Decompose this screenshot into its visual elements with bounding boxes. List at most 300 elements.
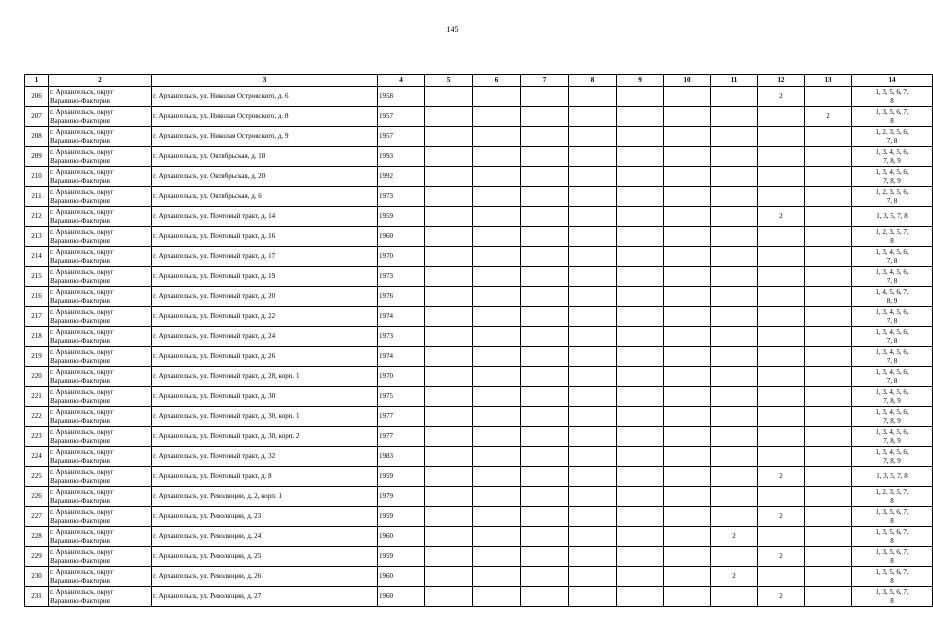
address-cell: г. Архангельск, ул. Почтовый тракт, д. 32: [152, 447, 378, 467]
year-cell: 1970: [378, 247, 425, 267]
column-5-cell: [425, 227, 473, 247]
address-cell: г. Архангельск, ул. Почтовый тракт, д. 17: [152, 247, 378, 267]
column-8-cell: [569, 227, 617, 247]
column-9-cell: [617, 347, 664, 367]
address-cell: г. Архангельск, ул. Революции, д. 26: [152, 567, 378, 587]
column-6-cell: [473, 487, 521, 507]
column-11-cell: [711, 387, 758, 407]
column-10-cell: [664, 367, 711, 387]
address-cell: г. Архангельск, ул. Николая Островского, д. 6: [152, 87, 378, 107]
column-5-cell: [425, 567, 473, 587]
column-9-cell: [617, 227, 664, 247]
column-8-cell: [569, 207, 617, 227]
column-11-cell: [711, 107, 758, 127]
table-body: [25, 87, 933, 607]
year-cell: 1977: [378, 407, 425, 427]
column-12-cell: [758, 147, 805, 167]
column-7-cell: [521, 427, 569, 447]
column-14-cell: 1, 3, 5, 6, 7, 8: [852, 547, 933, 567]
column-12-cell: 2: [758, 587, 805, 607]
column-13-cell: [805, 147, 852, 167]
column-11-cell: [711, 267, 758, 287]
row-number-cell: 223: [25, 427, 49, 447]
column-6-cell: [473, 327, 521, 347]
column-12-cell: [758, 327, 805, 347]
column-11-cell: 2: [711, 567, 758, 587]
column-7-cell: [521, 447, 569, 467]
district-cell: г. Архангельск, округ Варавино-Фактория: [49, 247, 152, 267]
column-6-cell: [473, 507, 521, 527]
column-10-cell: [664, 467, 711, 487]
column-6-cell: [473, 547, 521, 567]
column-12-cell: 2: [758, 87, 805, 107]
column-10-cell: [664, 407, 711, 427]
column-9-cell: [617, 127, 664, 147]
table-row: [25, 447, 933, 467]
column-13-cell: [805, 547, 852, 567]
column-11-cell: [711, 167, 758, 187]
year-cell: 1973: [378, 327, 425, 347]
column-9-cell: [617, 467, 664, 487]
column-6-cell: [473, 267, 521, 287]
column-9-cell: [617, 147, 664, 167]
row-number-cell: 208: [25, 127, 49, 147]
column-10-cell: [664, 187, 711, 207]
column-9-cell: [617, 487, 664, 507]
district-cell: г. Архангельск, округ Варавино-Фактория: [49, 267, 152, 287]
address-cell: г. Архангельск, ул. Октябрьская, д. 6: [152, 187, 378, 207]
column-10-cell: [664, 127, 711, 147]
district-cell: г. Архангельск, округ Варавино-Фактория: [49, 387, 152, 407]
year-cell: 1957: [378, 107, 425, 127]
column-11-cell: [711, 87, 758, 107]
column-5-cell: [425, 527, 473, 547]
district-cell: г. Архангельск, округ Варавино-Фактория: [49, 207, 152, 227]
address-cell: г. Архангельск, ул. Почтовый тракт, д. 24: [152, 327, 378, 347]
column-5-cell: [425, 387, 473, 407]
table-row: [25, 307, 933, 327]
column-7-cell: [521, 507, 569, 527]
column-10-cell: [664, 587, 711, 607]
year-cell: 1959: [378, 547, 425, 567]
column-11-cell: [711, 207, 758, 227]
column-7-cell: [521, 107, 569, 127]
column-8-cell: [569, 167, 617, 187]
column-9-cell: [617, 527, 664, 547]
column-7-cell: [521, 307, 569, 327]
column-5-cell: [425, 107, 473, 127]
column-12-cell: [758, 567, 805, 587]
district-cell: г. Архангельск, округ Варавино-Фактория: [49, 587, 152, 607]
district-cell: г. Архангельск, округ Варавино-Фактория: [49, 367, 152, 387]
column-9-cell: [617, 567, 664, 587]
column-7-cell: [521, 387, 569, 407]
row-number-cell: 225: [25, 467, 49, 487]
column-11-cell: [711, 307, 758, 327]
district-cell: г. Архангельск, округ Варавино-Фактория: [49, 227, 152, 247]
column-13-cell: [805, 287, 852, 307]
year-cell: 1974: [378, 307, 425, 327]
address-cell: г. Архангельск, ул. Николая Островского, д. 8: [152, 107, 378, 127]
column-6-cell: [473, 227, 521, 247]
address-cell: г. Архангельск, ул. Почтовый тракт, д. 30, корп. 2: [152, 427, 378, 447]
column-11-cell: [711, 187, 758, 207]
column-10-cell: [664, 267, 711, 287]
column-14-cell: 1, 2, 3, 5, 7, 8: [852, 487, 933, 507]
column-6-cell: [473, 467, 521, 487]
column-7-cell: [521, 367, 569, 387]
table-row: [25, 387, 933, 407]
table-row: [25, 247, 933, 267]
column-5-cell: [425, 267, 473, 287]
column-9-cell: [617, 507, 664, 527]
column-12-cell: [758, 347, 805, 367]
column-11-cell: [711, 247, 758, 267]
column-12-cell: 2: [758, 507, 805, 527]
district-cell: г. Архангельск, округ Варавино-Фактория: [49, 127, 152, 147]
column-6-cell: [473, 247, 521, 267]
address-cell: г. Архангельск, ул. Почтовый тракт, д. 16: [152, 227, 378, 247]
column-13-cell: [805, 407, 852, 427]
address-cell: г. Архангельск, ул. Почтовый тракт, д. 30, корп. 1: [152, 407, 378, 427]
column-7-cell: [521, 407, 569, 427]
table-row: [25, 487, 933, 507]
column-6-cell: [473, 567, 521, 587]
column-11-cell: [711, 407, 758, 427]
address-cell: г. Архангельск, ул. Почтовый тракт, д. 30: [152, 387, 378, 407]
column-14-cell: 1, 3, 4, 5, 6, 7, 8, 9: [852, 407, 933, 427]
column-11-cell: [711, 327, 758, 347]
district-cell: г. Архангельск, округ Варавино-Фактория: [49, 507, 152, 527]
column-10-cell: [664, 307, 711, 327]
column-5-cell: [425, 367, 473, 387]
column-8-cell: [569, 107, 617, 127]
column-13-cell: [805, 87, 852, 107]
column-11-cell: [711, 127, 758, 147]
column-7-cell: [521, 527, 569, 547]
row-number-cell: 206: [25, 87, 49, 107]
column-9-cell: [617, 267, 664, 287]
column-header: 13: [805, 75, 852, 87]
column-5-cell: [425, 447, 473, 467]
column-6-cell: [473, 447, 521, 467]
column-9-cell: [617, 407, 664, 427]
row-number-cell: 229: [25, 547, 49, 567]
district-cell: г. Архангельск, округ Варавино-Фактория: [49, 147, 152, 167]
year-cell: 1977: [378, 427, 425, 447]
register-table: [24, 74, 933, 607]
column-13-cell: [805, 367, 852, 387]
column-14-cell: 1, 3, 5, 7, 8: [852, 207, 933, 227]
year-cell: 1960: [378, 567, 425, 587]
district-cell: г. Архангельск, округ Варавино-Фактория: [49, 307, 152, 327]
column-6-cell: [473, 287, 521, 307]
column-11-cell: [711, 227, 758, 247]
column-8-cell: [569, 87, 617, 107]
column-10-cell: [664, 247, 711, 267]
column-6-cell: [473, 347, 521, 367]
column-header: 4: [378, 75, 425, 87]
table-row: [25, 367, 933, 387]
column-7-cell: [521, 547, 569, 567]
column-9-cell: [617, 307, 664, 327]
row-number-cell: 209: [25, 147, 49, 167]
column-11-cell: [711, 287, 758, 307]
column-10-cell: [664, 327, 711, 347]
column-5-cell: [425, 187, 473, 207]
row-number-cell: 210: [25, 167, 49, 187]
column-8-cell: [569, 487, 617, 507]
year-cell: 1959: [378, 507, 425, 527]
column-12-cell: [758, 107, 805, 127]
column-8-cell: [569, 527, 617, 547]
address-cell: г. Архангельск, ул. Октябрьская, д. 18: [152, 147, 378, 167]
column-5-cell: [425, 247, 473, 267]
column-13-cell: [805, 327, 852, 347]
column-header: 5: [425, 75, 473, 87]
column-14-cell: 1, 3, 5, 6, 7, 8: [852, 507, 933, 527]
column-11-cell: [711, 467, 758, 487]
column-5-cell: [425, 427, 473, 447]
column-13-cell: [805, 487, 852, 507]
column-11-cell: [711, 447, 758, 467]
column-13-cell: [805, 587, 852, 607]
column-14-cell: 1, 3, 5, 7, 8: [852, 467, 933, 487]
column-5-cell: [425, 587, 473, 607]
column-header: 3: [152, 75, 378, 87]
column-13-cell: [805, 387, 852, 407]
year-cell: 1975: [378, 387, 425, 407]
column-12-cell: [758, 267, 805, 287]
column-13-cell: [805, 127, 852, 147]
column-13-cell: [805, 307, 852, 327]
district-cell: г. Архангельск, округ Варавино-Фактория: [49, 287, 152, 307]
column-9-cell: [617, 207, 664, 227]
column-13-cell: [805, 247, 852, 267]
column-8-cell: [569, 387, 617, 407]
column-9-cell: [617, 547, 664, 567]
column-14-cell: 1, 2, 3, 5, 6, 7, 8: [852, 187, 933, 207]
column-10-cell: [664, 147, 711, 167]
column-9-cell: [617, 427, 664, 447]
column-12-cell: [758, 247, 805, 267]
row-number-cell: 226: [25, 487, 49, 507]
column-9-cell: [617, 187, 664, 207]
address-cell: г. Архангельск, ул. Почтовый тракт, д. 19: [152, 267, 378, 287]
table-row: [25, 107, 933, 127]
year-cell: 1960: [378, 227, 425, 247]
year-cell: 1973: [378, 187, 425, 207]
column-8-cell: [569, 147, 617, 167]
column-header: 1: [25, 75, 49, 87]
column-12-cell: [758, 307, 805, 327]
column-6-cell: [473, 147, 521, 167]
column-8-cell: [569, 507, 617, 527]
column-8-cell: [569, 287, 617, 307]
column-header: 9: [617, 75, 664, 87]
year-cell: 1979: [378, 487, 425, 507]
column-9-cell: [617, 167, 664, 187]
row-number-cell: 207: [25, 107, 49, 127]
column-8-cell: [569, 427, 617, 447]
column-12-cell: [758, 287, 805, 307]
table-row: [25, 147, 933, 167]
column-10-cell: [664, 447, 711, 467]
column-14-cell: 1, 3, 5, 6, 7, 8: [852, 107, 933, 127]
row-number-cell: 214: [25, 247, 49, 267]
address-cell: г. Архангельск, ул. Почтовый тракт, д. 26: [152, 347, 378, 367]
header-row: [25, 75, 933, 87]
column-5-cell: [425, 547, 473, 567]
column-12-cell: [758, 487, 805, 507]
column-14-cell: 1, 3, 4, 5, 6, 7, 8, 9: [852, 387, 933, 407]
column-14-cell: 1, 3, 4, 5, 6, 7, 8, 9: [852, 427, 933, 447]
year-cell: 1959: [378, 207, 425, 227]
column-6-cell: [473, 587, 521, 607]
column-6-cell: [473, 407, 521, 427]
year-cell: 1976: [378, 287, 425, 307]
column-13-cell: [805, 507, 852, 527]
column-13-cell: [805, 347, 852, 367]
table-row: [25, 327, 933, 347]
column-5-cell: [425, 307, 473, 327]
row-number-cell: 220: [25, 367, 49, 387]
column-7-cell: [521, 327, 569, 347]
column-5-cell: [425, 507, 473, 527]
address-cell: г. Архангельск, ул. Почтовый тракт, д. 8: [152, 467, 378, 487]
column-7-cell: [521, 147, 569, 167]
column-14-cell: 1, 2, 3, 5, 7, 8: [852, 227, 933, 247]
column-14-cell: 1, 3, 4, 5, 6, 7, 8: [852, 247, 933, 267]
column-13-cell: [805, 427, 852, 447]
column-13-cell: [805, 207, 852, 227]
address-cell: г. Архангельск, ул. Почтовый тракт, д. 22: [152, 307, 378, 327]
column-header: 14: [852, 75, 933, 87]
row-number-cell: 227: [25, 507, 49, 527]
column-7-cell: [521, 167, 569, 187]
column-13-cell: 2: [805, 107, 852, 127]
column-10-cell: [664, 207, 711, 227]
district-cell: г. Архангельск, округ Варавино-Фактория: [49, 407, 152, 427]
column-7-cell: [521, 247, 569, 267]
column-9-cell: [617, 367, 664, 387]
column-8-cell: [569, 267, 617, 287]
table-row: [25, 567, 933, 587]
column-12-cell: [758, 167, 805, 187]
column-7-cell: [521, 467, 569, 487]
column-11-cell: 2: [711, 527, 758, 547]
address-cell: г. Архангельск, ул. Октябрьская, д. 20: [152, 167, 378, 187]
column-14-cell: 1, 2, 3, 5, 6, 7, 8: [852, 127, 933, 147]
column-10-cell: [664, 227, 711, 247]
column-10-cell: [664, 527, 711, 547]
column-5-cell: [425, 87, 473, 107]
column-12-cell: [758, 127, 805, 147]
column-6-cell: [473, 207, 521, 227]
column-12-cell: [758, 367, 805, 387]
district-cell: г. Архангельск, округ Варавино-Фактория: [49, 567, 152, 587]
district-cell: г. Архангельск, округ Варавино-Фактория: [49, 467, 152, 487]
address-cell: г. Архангельск, ул. Революции, д. 27: [152, 587, 378, 607]
column-12-cell: [758, 407, 805, 427]
row-number-cell: 222: [25, 407, 49, 427]
address-cell: г. Архангельск, ул. Почтовый тракт, д. 20: [152, 287, 378, 307]
row-number-cell: 230: [25, 567, 49, 587]
page-number: 145: [446, 25, 459, 34]
column-14-cell: 1, 3, 4, 5, 6, 7, 8, 9: [852, 167, 933, 187]
table-row: [25, 527, 933, 547]
column-5-cell: [425, 407, 473, 427]
column-7-cell: [521, 227, 569, 247]
column-9-cell: [617, 447, 664, 467]
row-number-cell: 221: [25, 387, 49, 407]
column-7-cell: [521, 127, 569, 147]
column-6-cell: [473, 127, 521, 147]
year-cell: 1970: [378, 367, 425, 387]
column-12-cell: [758, 187, 805, 207]
column-13-cell: [805, 187, 852, 207]
column-14-cell: 1, 3, 4, 5, 6, 7, 8: [852, 267, 933, 287]
district-cell: г. Архангельск, округ Варавино-Фактория: [49, 87, 152, 107]
district-cell: г. Архангельск, округ Варавино-Фактория: [49, 447, 152, 467]
table-row: [25, 407, 933, 427]
year-cell: 1974: [378, 347, 425, 367]
address-cell: г. Архангельск, ул. Революции, д. 2, корп. 1: [152, 487, 378, 507]
year-cell: 1957: [378, 127, 425, 147]
column-6-cell: [473, 167, 521, 187]
district-cell: г. Архангельск, округ Варавино-Фактория: [49, 547, 152, 567]
column-9-cell: [617, 387, 664, 407]
column-7-cell: [521, 287, 569, 307]
table-row: [25, 547, 933, 567]
table-row: [25, 167, 933, 187]
column-8-cell: [569, 447, 617, 467]
district-cell: г. Архангельск, округ Варавино-Фактория: [49, 187, 152, 207]
column-6-cell: [473, 107, 521, 127]
table-row: [25, 227, 933, 247]
column-5-cell: [425, 147, 473, 167]
district-cell: г. Архангельск, округ Варавино-Фактория: [49, 167, 152, 187]
column-10-cell: [664, 167, 711, 187]
column-6-cell: [473, 307, 521, 327]
column-8-cell: [569, 327, 617, 347]
table-row: [25, 287, 933, 307]
column-10-cell: [664, 567, 711, 587]
column-8-cell: [569, 467, 617, 487]
row-number-cell: 217: [25, 307, 49, 327]
district-cell: г. Архангельск, округ Варавино-Фактория: [49, 327, 152, 347]
column-14-cell: 1, 4, 5, 6, 7, 8, 9: [852, 287, 933, 307]
column-8-cell: [569, 187, 617, 207]
column-11-cell: [711, 547, 758, 567]
column-10-cell: [664, 347, 711, 367]
column-13-cell: [805, 447, 852, 467]
column-13-cell: [805, 567, 852, 587]
column-13-cell: [805, 267, 852, 287]
row-number-cell: 228: [25, 527, 49, 547]
column-9-cell: [617, 327, 664, 347]
column-12-cell: 2: [758, 207, 805, 227]
column-header: 7: [521, 75, 569, 87]
column-header: 11: [711, 75, 758, 87]
column-10-cell: [664, 487, 711, 507]
row-number-cell: 213: [25, 227, 49, 247]
district-cell: г. Архангельск, округ Варавино-Фактория: [49, 487, 152, 507]
column-header: 12: [758, 75, 805, 87]
column-12-cell: [758, 387, 805, 407]
column-14-cell: 1, 3, 5, 6, 7, 8: [852, 527, 933, 547]
table-row: [25, 427, 933, 447]
